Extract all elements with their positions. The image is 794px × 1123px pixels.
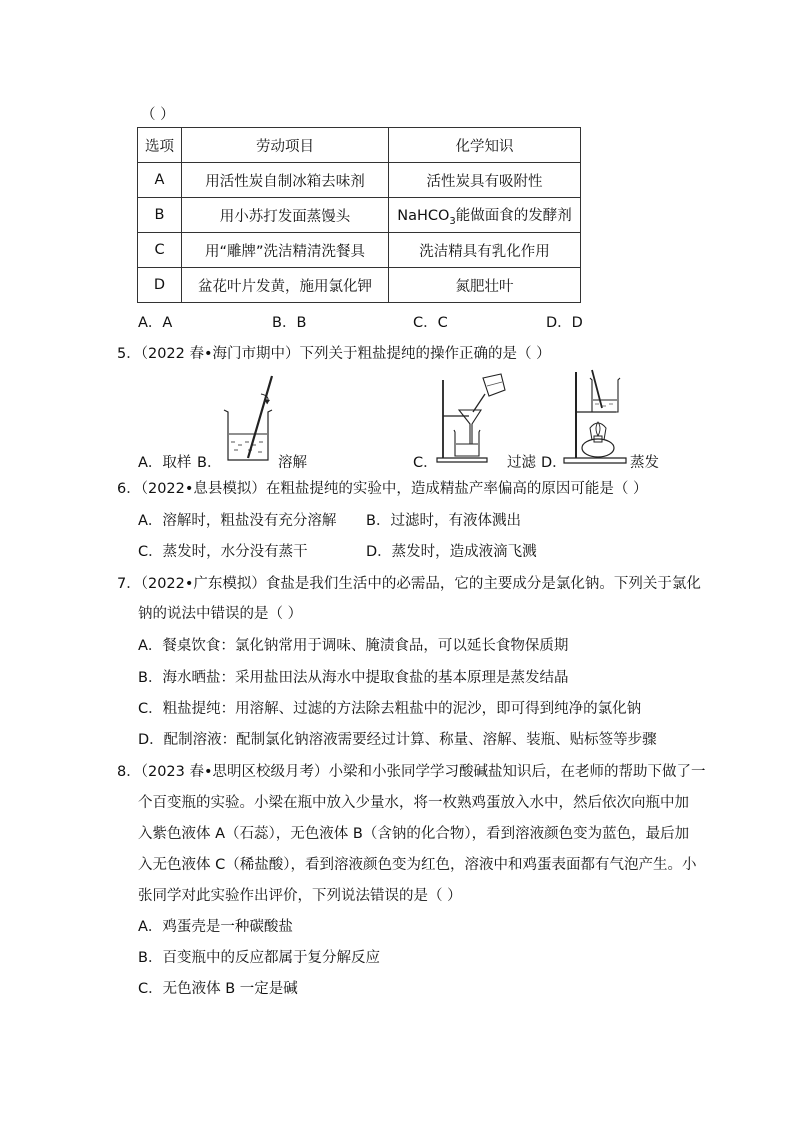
q7-stem-line1: 7．（2022•广东模拟）食盐是我们生活中的必需品，它的主要成分是氯化钠。下列关于氯化 — [117, 576, 701, 592]
q8-stem-line1: 8．（2023 春•思明区校级月考）小梁和小张同学学习酸碱盐知识后，在老师的帮助下做了一 — [117, 764, 706, 780]
filtration-setup-illustration — [435, 372, 510, 464]
row-item: 用小苏打发面蒸馒头 — [182, 198, 389, 233]
row-option: B — [138, 198, 182, 233]
formula-subscript: 3 — [449, 215, 456, 227]
q5-choice-a[interactable]: A．取样 — [138, 455, 192, 471]
q8-stem-line4: 入无色液体 C（稀盐酸），看到溶液颜色变为红色，溶液中和鸡蛋表面都有气泡产生。小 — [138, 857, 697, 873]
dissolve-beaker-illustration — [218, 372, 280, 464]
q8-choice-c[interactable]: C．无色液体 B 一定是碱 — [138, 981, 298, 997]
q4-choice-d[interactable]: D．D — [546, 315, 583, 331]
row-knowledge — [389, 198, 581, 233]
header-labor-item: 劳动项目 — [182, 128, 389, 163]
row-item: 盆花叶片发黄，施用氯化钾 — [182, 268, 389, 303]
q5-choice-d[interactable]: D． — [541, 455, 567, 471]
table-row — [138, 233, 581, 268]
q8-choice-b[interactable]: B．百变瓶中的反应都属于复分解反应 — [138, 950, 380, 966]
q8-stem-line5: 张同学对此实验作出评价，下列说法错误的是（ ） — [138, 888, 462, 904]
q4-choice-b[interactable]: B．B — [272, 315, 307, 331]
formula-main: NaHCO — [397, 207, 450, 224]
table-row — [138, 163, 581, 198]
q5-label-filter: 过滤 — [507, 455, 536, 471]
row-knowledge: 洗洁精具有乳化作用 — [389, 233, 581, 268]
q6-stem: 6．（2022•息县模拟）在粗盐提纯的实验中，造成精盐产率偏高的原因可能是（ ） — [117, 481, 648, 497]
formula-text: 能做面食的发酵剂 — [455, 207, 572, 224]
q4-table — [137, 127, 581, 303]
q6-choice-d[interactable]: D．蒸发时，造成液滴飞溅 — [366, 544, 537, 560]
q4-choice-a[interactable]: A．A — [138, 315, 173, 331]
row-option: A — [138, 163, 182, 198]
q7-choice-b[interactable]: B．海水晒盐：采用盐田法从海水中提取食盐的基本原理是蒸发结晶 — [138, 670, 569, 686]
q6-choice-a[interactable]: A．溶解时，粗盐没有充分溶解 — [138, 513, 337, 529]
q8-choice-a[interactable]: A．鸡蛋壳是一种碳酸盐 — [138, 919, 293, 935]
q4-answer-paren: （ ） — [141, 107, 175, 123]
q8-stem-line3: 入紫色液体 A（石蕊），无色液体 B（含钠的化合物），看到溶液颜色变为蓝色，最后加 — [138, 826, 690, 842]
q6-choice-c[interactable]: C．蒸发时，水分没有蒸干 — [138, 544, 308, 560]
q5-stem: 5．（2022 春•海门市期中）下列关于粗盐提纯的操作正确的是（ ） — [117, 346, 551, 362]
q5-label-evaporate: 蒸发 — [630, 455, 659, 471]
row-knowledge: 氮肥壮叶 — [389, 268, 581, 303]
row-option: C — [138, 233, 182, 268]
header-chem-knowledge: 化学知识 — [389, 128, 581, 163]
q5-choice-c[interactable]: C． — [413, 455, 438, 471]
q5-choice-b[interactable]: B． — [197, 455, 222, 471]
q7-choice-c[interactable]: C．粗盐提纯：用溶解、过滤的方法除去粗盐中的泥沙，即可得到纯净的氯化钠 — [138, 701, 642, 717]
row-option: D — [138, 268, 182, 303]
evaporation-setup-illustration — [562, 368, 630, 466]
q7-choice-d[interactable]: D．配制溶液：配制氯化钠溶液需要经过计算、称量、溶解、装瓶、贴标签等步骤 — [138, 732, 657, 748]
q7-stem-line2: 钠的说法中错误的是（ ） — [138, 606, 303, 622]
table-row — [138, 268, 581, 303]
table-row — [138, 198, 581, 233]
table-header-row — [138, 128, 581, 163]
row-item: 用活性炭自制冰箱去味剂 — [182, 163, 389, 198]
q8-stem-line2: 个百变瓶的实验。小梁在瓶中放入少量水，将一枚熟鸡蛋放入水中，然后依次向瓶中加 — [138, 795, 689, 811]
q4-choice-c[interactable]: C．C — [413, 315, 448, 331]
q6-choice-b[interactable]: B．过滤时，有液体溅出 — [366, 513, 521, 529]
q5-label-dissolve: 溶解 — [278, 455, 307, 471]
row-knowledge: 活性炭具有吸附性 — [389, 163, 581, 198]
q7-choice-a[interactable]: A．餐桌饮食：氯化钠常用于调味、腌渍食品，可以延长食物保质期 — [138, 638, 569, 654]
header-option: 选项 — [138, 128, 182, 163]
row-item: 用“雕牌”洗洁精清洗餐具 — [182, 233, 389, 268]
